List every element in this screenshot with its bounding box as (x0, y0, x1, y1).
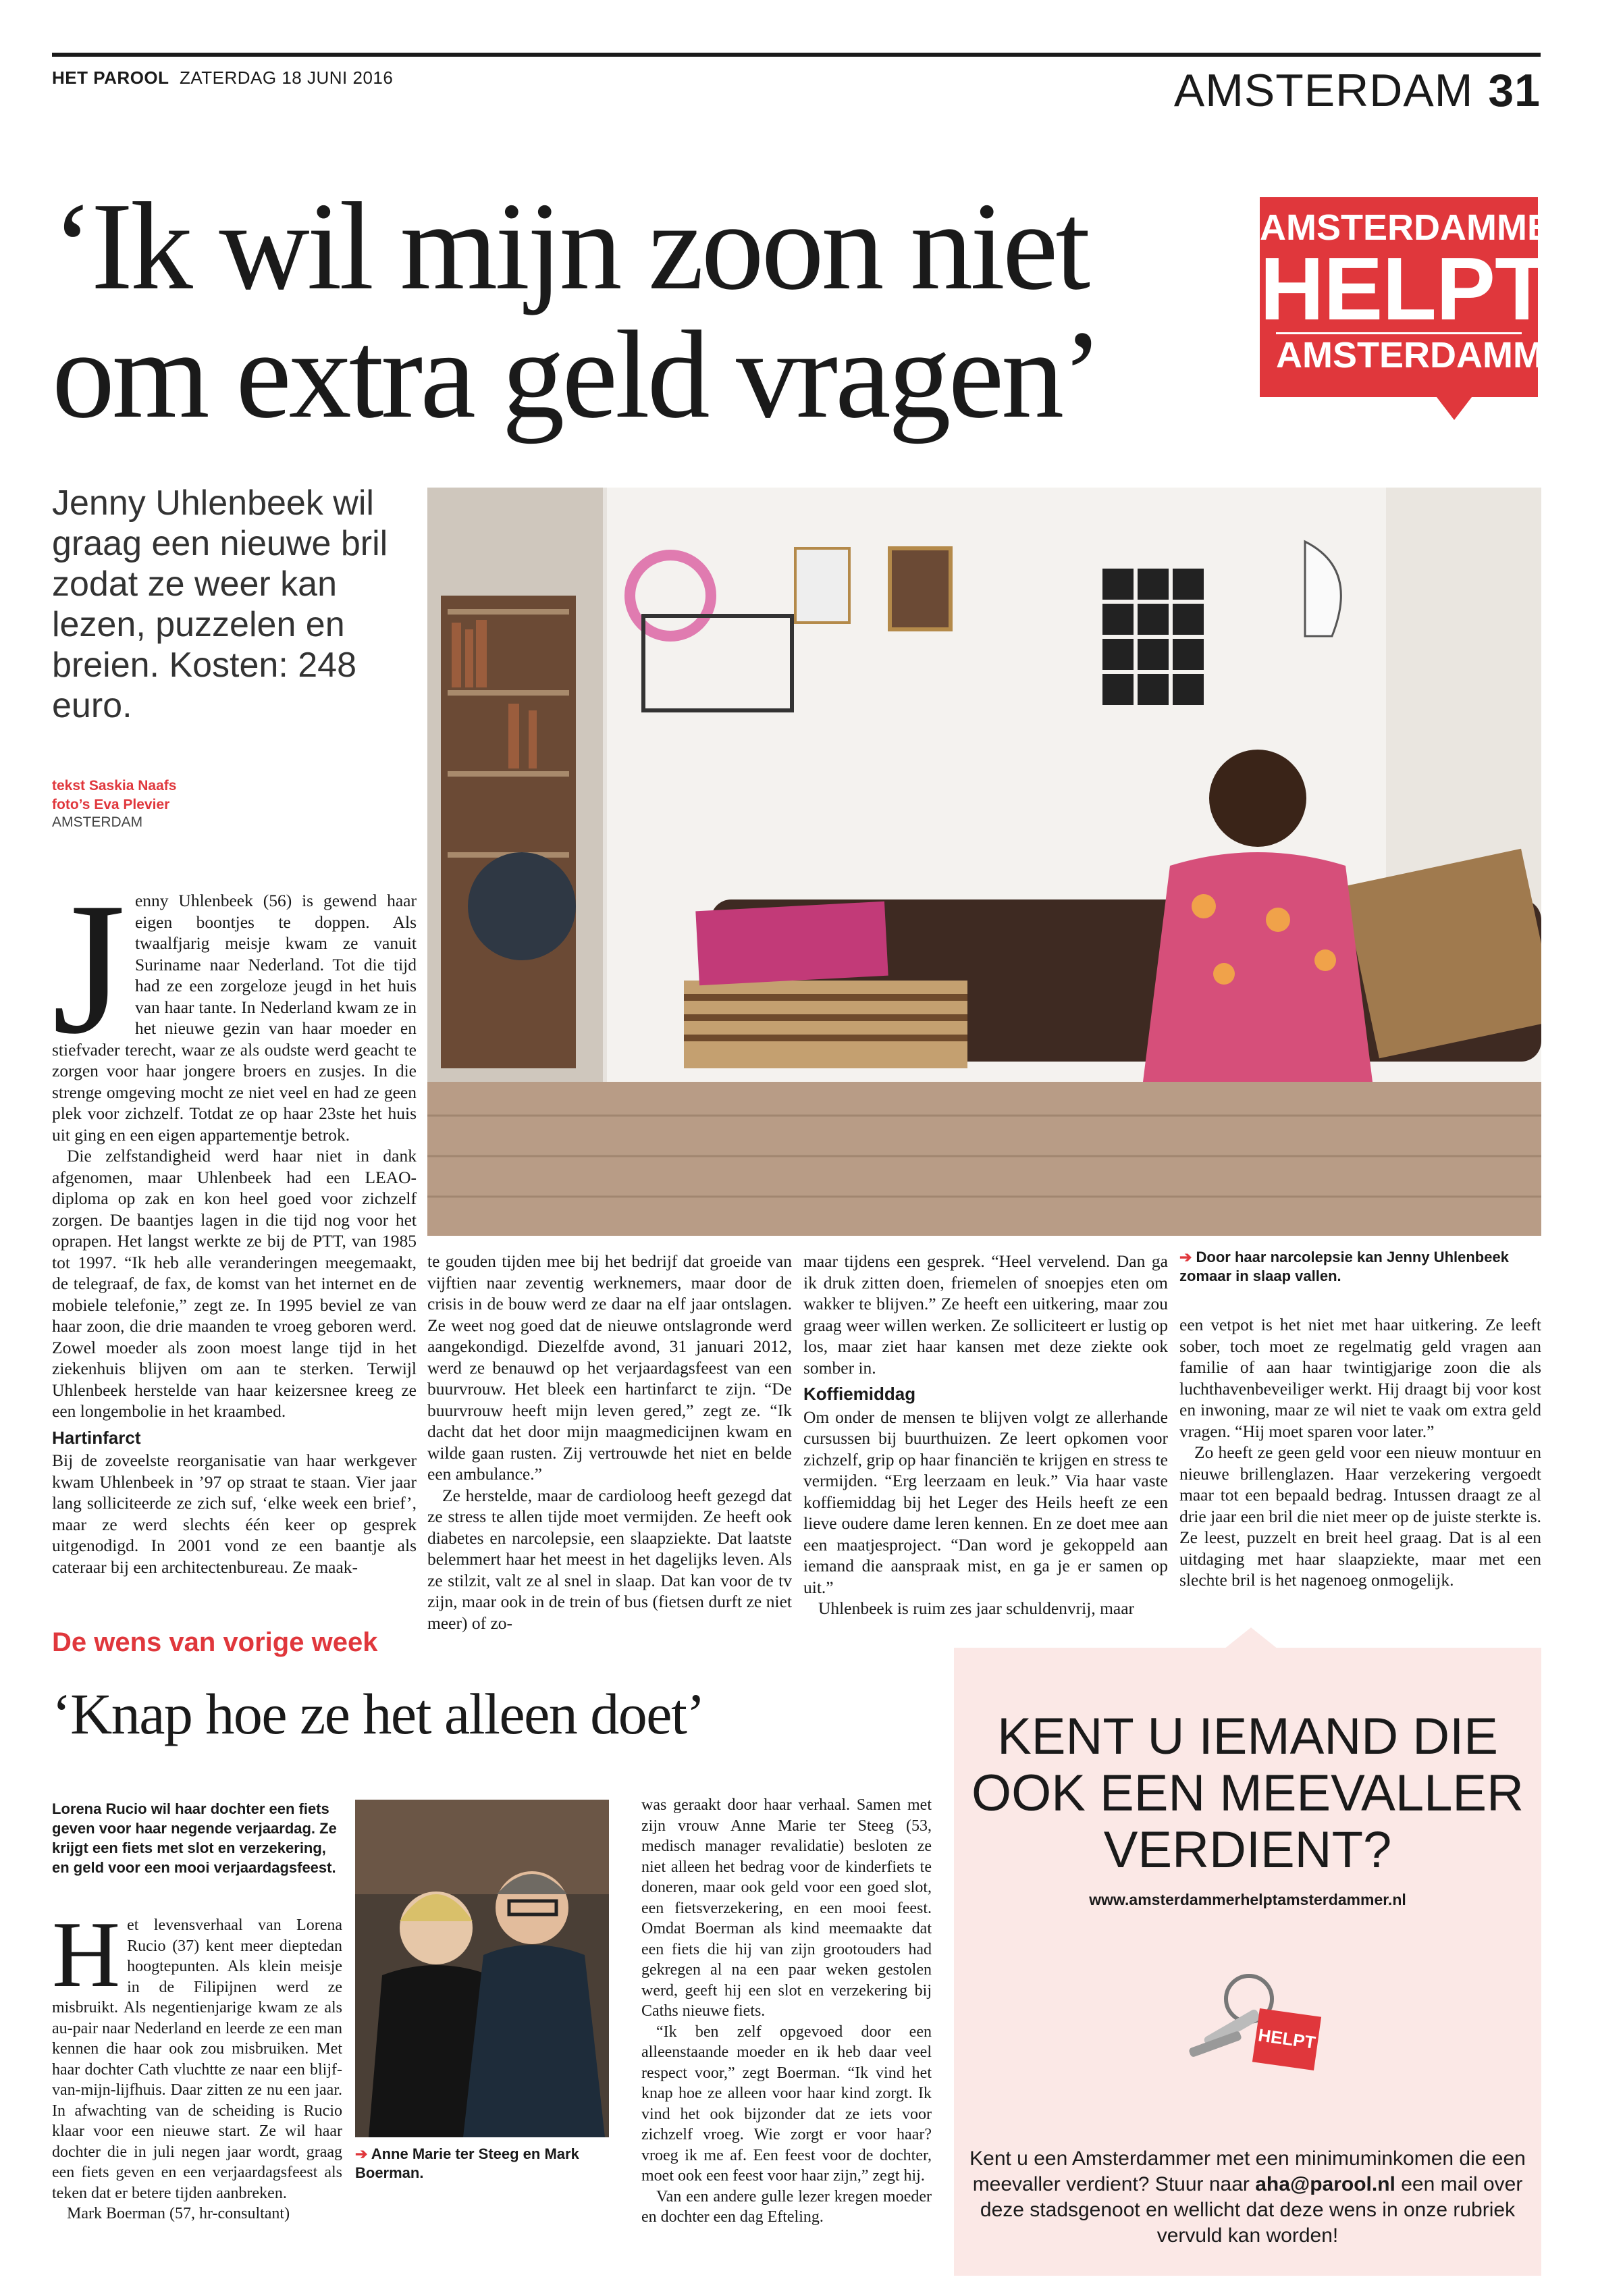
paragraph: “Ik ben zelf opgevoed door een alleenstaande moeder en ik heb daar veel respect voor,” zegt Boerman. “Ik vind het knap hoe ze alleen voor haar kind zorgt. Ik vind het ook bijzonder dat ze iets voor zichzelf vroeg. Wie zorgt er voor haar? vroeg ik me af. Een feest voor de dochter, moet ook een feest voor haar zijn,” zegt hij. (641, 2023, 932, 2185)
second-column-1 (52, 1902, 342, 2280)
headline (52, 177, 1213, 444)
page-number: 31 (1488, 65, 1541, 116)
logo-line-1: AMSTERDAMMER (1260, 207, 1578, 248)
second-photo (355, 1800, 609, 2137)
byline-text: tekst Saskia Naafs (52, 778, 177, 793)
photo-caption (1179, 1248, 1530, 1286)
living-room-illustration (427, 488, 1541, 1236)
callout-heading (954, 1708, 1541, 1879)
callout-line-1: KENT U IEMAND DIE (997, 1708, 1498, 1765)
paragraph: Zo heeft ze geen geld voor een nieuw montuur en nieuwe brillenglazen. Haar verzekering vergoedt maar tot een bepaald bedrag. Intussen draagt ze al drie jaar een bril die niet meer op de juiste sterkte is. Ze leest, puzzelt en breit heel graag. Dat is al een uitdaging met haar slaapziekte, maar met een slechte bril is het nagenoeg onmogelijk. (1179, 1442, 1541, 1590)
caption-text: Door haar narcolepsie kan Jenny Uhlenbeek zomaar in slaap vallen. (1179, 1249, 1509, 1284)
second-lead: Lorena Rucio wil haar dochter een fiets geven voor haar negende verjaardag. Ze krijgt een fiets met slot en verzekering, en geld voor een mooi verjaardagsfeest. (52, 1800, 337, 1876)
callout-text (954, 2146, 1541, 2249)
callout-text-a: Kent u een Amsterdammer met een minimuminkomen die een meevaller verdient? Stuur naar (969, 2147, 1526, 2195)
paragraph: Ze herstelde, maar de cardioloog heeft gezegd dat ze stress te allen tijde moet vermijden. Ze heeft ook diabetes en narcolepsie, een slaapziekte. Dat laatste belemmert haar het meest in het dagelijks leven. Als ze stilzit, valt ze al snel in slaap. Dat kan voor de tv zijn, maar ook in de trein of bus (fietsen durft ze niet meer) of zo- (427, 1485, 792, 1633)
paragraph: Uhlenbeek is ruim zes jaar schuldenvrij, maar (818, 1598, 1135, 1618)
second-headline: ‘Knap hoe ze het alleen doet’ (52, 1681, 705, 1746)
caption-text: Anne Marie ter Steeg en Mark Boerman. (355, 2145, 579, 2181)
headline-line-2: om extra geld vragen’ (52, 305, 1101, 444)
email-link[interactable]: aha@parool.nl (1255, 2173, 1395, 2195)
paragraph: Bij de zoveelste reorganisatie van haar werkgever kwam Uhlenbeek in ’97 op straat te staan. Vier jaar lang solliciteerde ze zich suf, ‘elke week een brief’, maar ze werd slechts één keer op gesprek uitgenodigd. In 2001 vond ze een baantje als cateraar bij een architectenbureau. Ze maak- (52, 1451, 417, 1577)
paragraph: Om onder de mensen te blijven volgt ze allerhande cursussen bij buurthuizen. Ze leert opkomen voor zichzelf, grip op haar financiën te krijgen en stress te vermijden. “Erg leerzaam en leuk.” Via haar vaste koffiemiddag bij het Leger des Heils heeft ze een lieve oudere dame leren kennen. En ze doet mee aan een maatjesproject. “Dan word je gekoppeld aan iemand die aanspraak mist, en ga je er samen op uit.” (803, 1407, 1168, 1597)
dropcap: J (52, 863, 126, 1073)
article-column-2 (427, 1251, 792, 1633)
paper-name: HET PAROOL (52, 68, 169, 88)
paragraph: et levensverhaal van Lorena Rucio (37) kent meer dieptedan hoogtepunten. Als klein meisje in de Filipijnen werd ze misbruikt. Als negentienjarige kwam ze als au-pair naar Nederland en leerde ze een man kennen die haar ook zou misbruiken. Met haar dochter Cath vluchtte ze naar een blijf-van-mijn-lijfhuis. Daar zitten ze nu een jaar. In afwachting van de scheiding is Rucio klaar voor een nieuwe start. Ze wil haar dochter die in juli negen jaar wordt, graag een fiets geven en een verjaardagsfeest als teken dat er betere tijden aanbreken. (52, 1916, 342, 2202)
callout-notch (1224, 1627, 1278, 1649)
key-tag-text: HELPT (1256, 2025, 1317, 2053)
masthead (52, 68, 393, 88)
arrow-icon: ➔ (355, 2145, 371, 2162)
callout-line-2: OOK EEN MEEVALLER (971, 1765, 1524, 1822)
logo-speech-tail (1437, 397, 1472, 420)
header-rule (52, 53, 1541, 57)
second-photo-caption (355, 2145, 609, 2183)
main-photo (427, 488, 1541, 1236)
subheading: Hartinfarct (52, 1427, 141, 1448)
website-link[interactable]: www.amsterdammerhelptamsterdammer.nl (1089, 1891, 1406, 1908)
couple-illustration (355, 1800, 609, 2137)
keys-icon (1175, 1958, 1323, 2100)
byline (52, 777, 176, 814)
dateline: AMSTERDAM (52, 814, 143, 830)
paragraph: maar tijdens een gesprek. “Heel vervelend. Dan ga ik druk zitten doen, friemelen of snoepjes eten om wakker te blijven.” Ze heeft een uitkering, maar zou graag weer willen werken. Ze solliciteert er lustig op los, maar ziet haar kansen met deze ziekte ook somber in. (803, 1251, 1168, 1378)
second-column-3 (641, 1795, 932, 2281)
headline-line-1: ‘Ik wil mijn zoon niet (52, 177, 1088, 316)
subheading: Koffiemiddag (803, 1384, 916, 1404)
logo-line-3: AMSTERDAMMER (1276, 332, 1522, 376)
arrow-icon: ➔ (1179, 1249, 1196, 1266)
paragraph: te gouden tijden mee bij het bedrijf dat groeide van vijftien naar zeventig werknemers, maar door de crisis in de bouw werd ze daar na elf jaar ontslagen. Ze weet nog goed dat de nieuwe ontslagronde werd aangekondigd. Diezelfde avond, 31 januari 2012, werd ze benauwd op het verjaardagsfeest van een buurvrouw. Het bleek een hartinfarct te zijn. “De buurvrouw heeft mijn leven gered,” zegt ze. “Ik dacht dat het door mijn maagmedicijnen kwam en wilde gaan rusten. Zij vertrouwde het niet en belde een ambulance.” (427, 1251, 792, 1484)
issue-date: ZATERDAG 18 JUNI 2016 (179, 68, 394, 88)
section-label: De wens van vorige week (52, 1627, 378, 1657)
section-name: AMSTERDAM (1173, 65, 1474, 116)
paragraph: Die zelfstandigheid werd haar niet in dank afgenomen, maar Uhlenbeek had een LEAO-diploma op zak en kon heel goed voor zichzelf zorgen. De baantjes lagen in die tijd nog voor het oprapen. Het langst werkte ze bij de PTT, van 1985 tot 1997. “Ik heb alle veranderingen meegemaakt, de telegraaf, de fax, de komst van het internet en de mobiele telefonie,” zegt ze. In 1995 beviel ze van haar zoon, die drie maanden te vroeg geboren werd. Zowel moeder als zoon moest lange tijd in het ziekenhuis blijven om aan te sterken. Terwijl Uhlenbeek herstelde van haar keizersnee kreeg ze een longembolie in het kraambed. (52, 1146, 417, 1421)
paragraph: was geraakt door haar verhaal. Samen met zijn vrouw Anne Marie ter Steeg (53, medisch manager revalidatie) besloten ze niet alleen het bedrag voor de kinderfiets te doneren, maar ook geld voor een goed slot, een fietsverzekering, en een mooi feest. Omdat Boerman als kind meemaakte dat een fiets die hij van zijn grootouders had gekregen al na een paar weken gestolen werd, geeft hij een slot en verzekering bij Caths nieuwe fiets. (641, 1796, 932, 2020)
intro-text: Jenny Uhlenbeek wil graag een nieuwe bril zodat ze weer kan lezen, puzzelen en breien. Kosten: 248 euro. (52, 484, 388, 725)
paragraph: Mark Boerman (57, hr-consultant) (67, 2205, 290, 2222)
paragraph: Van een andere gulle lezer kregen moeder en dochter een dag Efteling. (641, 2187, 932, 2226)
rubric-logo (1260, 197, 1594, 397)
paragraph: enny Uhlenbeek (56) is gewend haar eigen boontjes te doppen. Als twaalfjarig meisje kwam ze vanuit Suriname naar Nederland. Tot die tijd had ze een zorgeloze jeugd in het huis van haar tante. In Nederland kwam ze in het nieuwe gezin van haar moeder en stiefvader terecht, waar ze als oudste werd geacht te zorgen voor haar jongere broers en zusjes. In die strenge omgeving mocht ze niet veel en had ze geen plek voor zichzelf. Totdat ze op haar 23ste het huis uit ging en een eigen appartementje betrok. (52, 891, 417, 1145)
paragraph: een vetpot is het niet met haar uitkering. Ze leeft sober, toch moet ze regelmatig geld vragen aan familie of aan haar twintigjarige zoon die als luchthavenbeveiliger werkt. Hij draagt bij voor kost en inwoning, maar ze wil niet te vaak om extra geld vragen. “Hij moet sparen voor later.” (1179, 1315, 1541, 1441)
section-header (1173, 65, 1541, 116)
callout-line-3: VERDIENT? (1103, 1821, 1392, 1879)
callout-text-b: een mail over deze stadsgenoot en wellicht dat deze wens in onze rubriek vervuld kan worden! (980, 2173, 1523, 2247)
article-column-1 (52, 863, 417, 1613)
byline-photo: foto’s Eva Plevier (52, 797, 170, 812)
article-column-3 (803, 1251, 1168, 1618)
logo-line-2: HELPT (1260, 239, 1549, 338)
article-column-4 (1179, 1314, 1541, 1611)
dropcap: H (52, 1902, 121, 2007)
